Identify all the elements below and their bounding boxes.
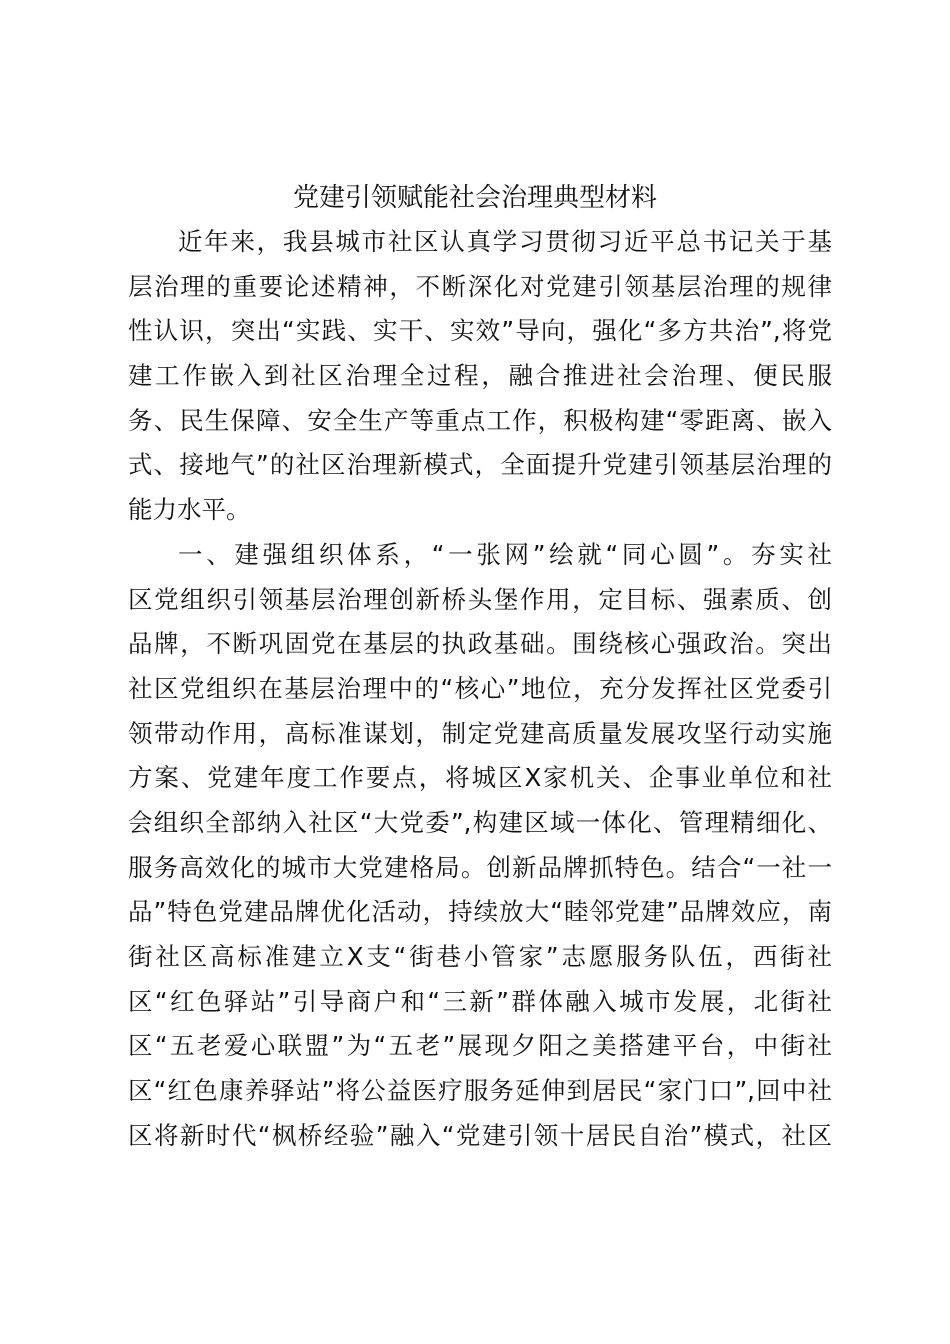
text-line: 区党组织引领基层治理创新桥头堡作用，定目标、强素质、创 [128,584,832,614]
text-line: 区将新时代“枫桥经验”融入“党建引领十居民自治”模式，社区 [128,1120,832,1150]
text-line: 层治理的重要论述精神，不断深化对党建引领基层治理的规律 [128,271,832,301]
text-line: 性认识，突出“实践、实干、实效”导向，强化“多方共治”,将党 [128,316,832,346]
text-line: 一、建强组织体系，“一张网”绘就“同心圆”。夯实社 [178,539,832,569]
text-line: 品牌，不断巩固党在基层的执政基础。围绕核心强政治。突出 [128,629,832,659]
text-line: 近年来，我县城市社区认真学习贯彻习近平总书记关于基 [178,227,832,256]
text-line: 区“五老爱心联盟”为“五老”展现夕阳之美搭建平台，中街社 [128,1031,832,1061]
paragraph-intro [128,220,832,533]
text-line: 务、民生保障、安全生产等重点工作，积极构建“零距离、嵌入 [128,405,832,435]
text-line: 建工作嵌入到社区治理全过程，融合推进社会治理、便民服 [128,361,832,391]
text-line: 式、接地气”的社区治理新模式，全面提升党建引领基层治理的 [128,450,832,480]
document-body [128,220,832,1158]
text-line: 品”特色党建品牌优化活动，持续放大“睦邻党建”品牌效应，南 [128,897,832,927]
text-line: 能力水平。 [128,495,251,525]
text-line: 社区党组织在基层治理中的“核心”地位，充分发挥社区党委引 [128,673,832,703]
paragraph-section-one [128,533,832,1159]
text-line: 区“红色康养驿站”将公益医疗服务延伸到居民“家门口”,回中社 [128,1076,832,1106]
text-line: 方案、党建年度工作要点，将城区X家机关、企事业单位和社 [128,763,832,793]
text-line: 区“红色驿站”引导商户和“三新”群体融入城市发展，北街社 [128,986,832,1016]
text-line: 街社区高标准建立X支“街巷小管家”志愿服务队伍，西街社 [128,942,832,971]
text-line: 会组织全部纳入社区“大党委”,构建区域一体化、管理精细化、 [128,807,832,837]
document-title: 党建引领赋能社会治理典型材料 [292,183,657,213]
text-line: 领带动作用，高标准谋划，制定党建高质量发展攻坚行动实施 [128,718,832,748]
text-line: 服务高效化的城市大党建格局。创新品牌抓特色。结合“一社一 [128,852,832,882]
